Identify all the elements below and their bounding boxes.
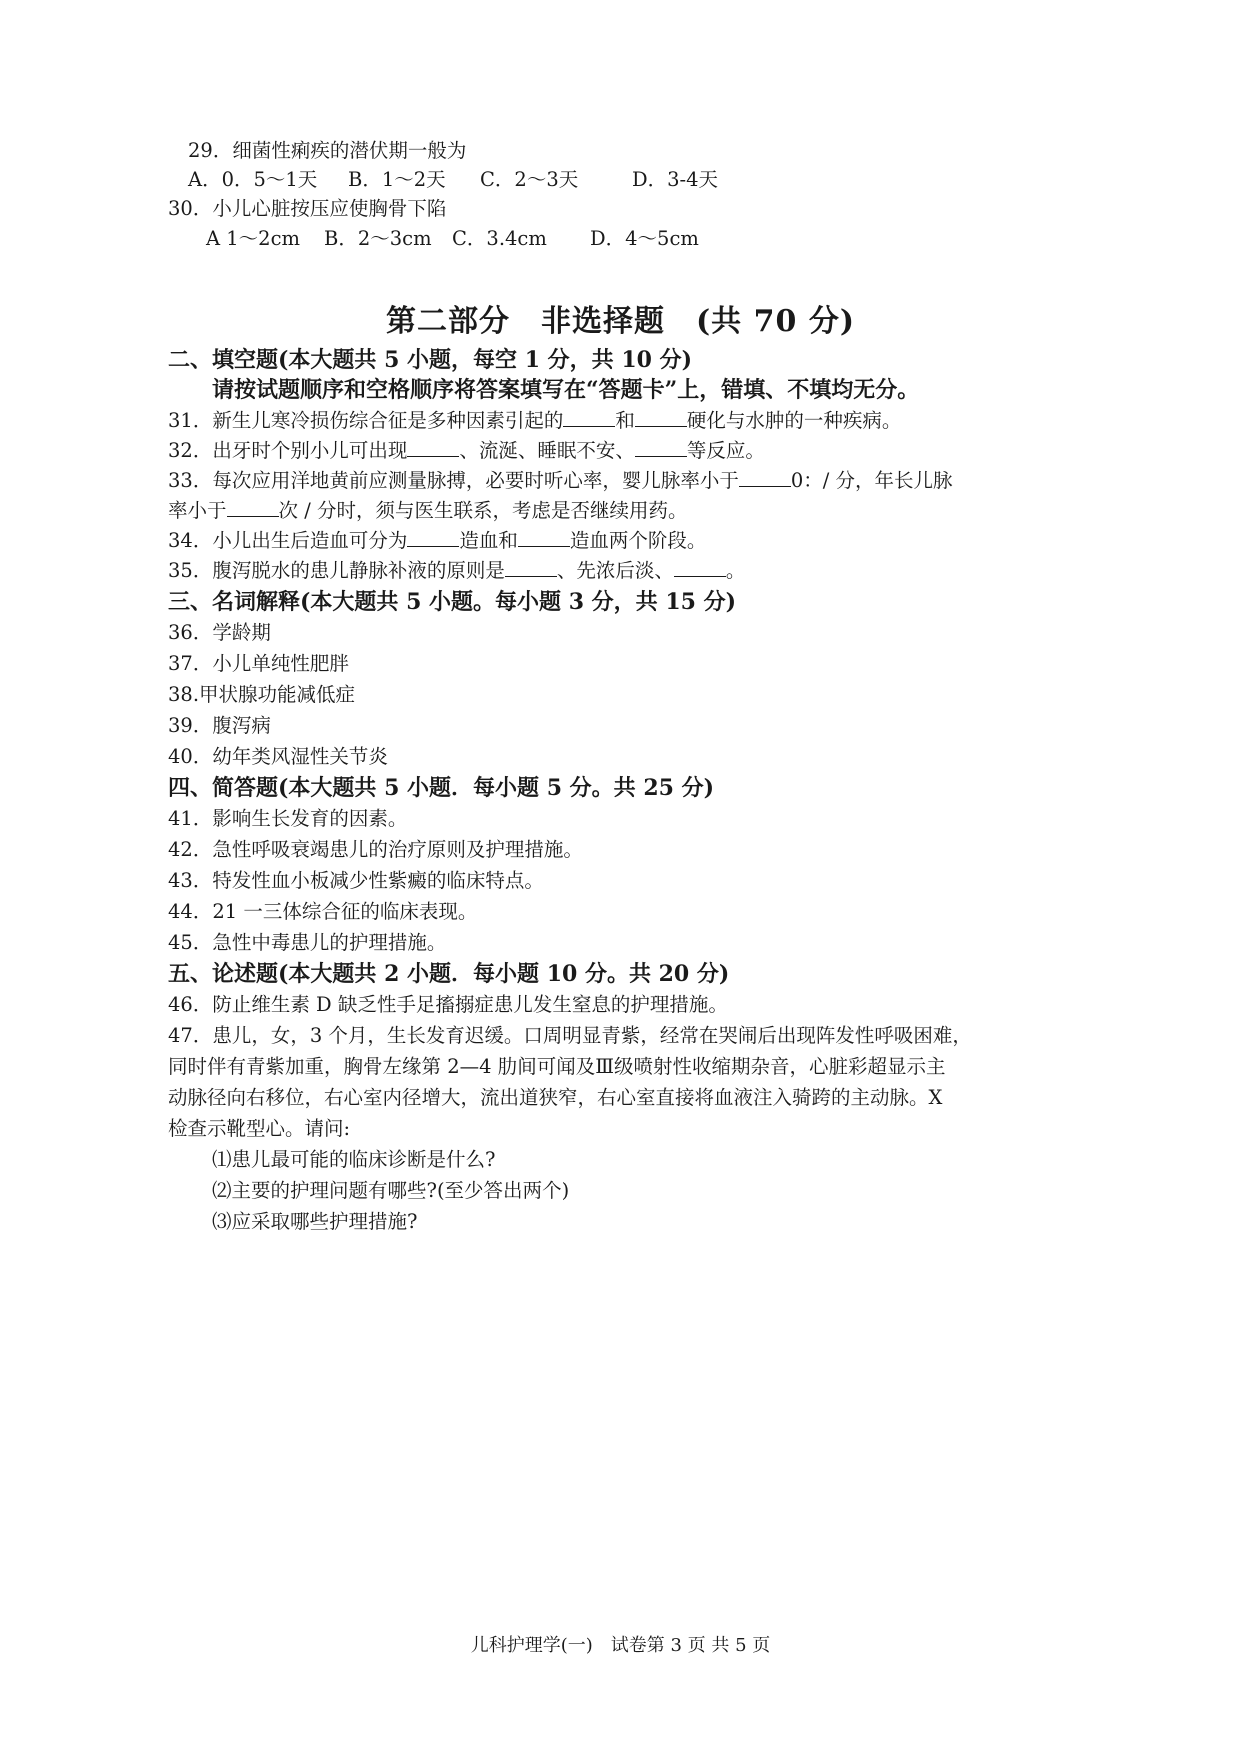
question-47-sub2: ⑵主要的护理问题有哪些?(至少答出两个) — [212, 1179, 570, 1202]
section2-title: 二、填空题(本大题共 5 小题，每空 1 分，共 10 分) — [168, 347, 693, 373]
question-46: 46．防止维生素 D 缺乏性手足搐搦症患儿发生窒息的护理措施。 — [168, 993, 728, 1016]
text: 造血和 — [459, 529, 518, 552]
text: 33．每次应用洋地黄前应测量脉搏，必要时听心率，婴儿脉率小于 — [168, 469, 739, 492]
option-d: D．4～5cm — [590, 227, 699, 250]
text: 35．腹泻脱水的患儿静脉补液的原则是 — [168, 559, 505, 582]
section2-note: 请按试题顺序和空格顺序将答案填写在“答题卡”上，错填、不填均无分。 — [212, 377, 920, 403]
question-38: 38.甲状腺功能减低症 — [168, 683, 356, 706]
page-footer: 儿科护理学(一) 试卷第 3 页 共 5 页 — [470, 1635, 771, 1656]
answer-blank — [635, 438, 687, 457]
text: 0：/ 分，年长儿脉 — [790, 469, 953, 492]
question-32 — [168, 438, 765, 464]
option-b: B．2～3cm — [324, 227, 432, 250]
option-c: C．2～3天 — [480, 168, 579, 191]
question-47-line3: 动脉径向右移位，右心室内径增大，流出道狭窄，右心室直接将血液注入骑跨的主动脉。X — [168, 1086, 943, 1109]
question-40: 40．幼年类风湿性关节炎 — [168, 745, 388, 768]
text: 率小于 — [168, 499, 227, 522]
question-36: 36．学龄期 — [168, 621, 271, 644]
question-29-stem: 29．细菌性痢疾的潜伏期一般为 — [188, 139, 467, 162]
answer-blank — [505, 558, 557, 577]
answer-blank — [563, 408, 615, 427]
question-37: 37．小儿单纯性肥胖 — [168, 652, 349, 675]
answer-blank — [674, 558, 726, 577]
answer-blank — [407, 528, 459, 547]
question-42: 42．急性呼吸衰竭患儿的治疗原则及护理措施。 — [168, 838, 583, 861]
section3-title: 三、名词解释(本大题共 5 小题。每小题 3 分，共 15 分) — [168, 589, 737, 615]
option-a: A．0．5～1天 — [188, 168, 318, 191]
question-47-line4: 检查示靴型心。请问: — [168, 1117, 351, 1140]
option-d: D．3-4天 — [632, 168, 719, 191]
text: 次 / 分时，须与医生联系，考虑是否继续用药。 — [278, 499, 688, 522]
question-34 — [168, 528, 706, 554]
question-30-stem: 30．小儿心脏按压应使胸骨下陷 — [168, 197, 447, 220]
option-a: A 1～2cm — [206, 227, 301, 250]
answer-blank — [227, 498, 279, 517]
question-33-line2 — [168, 498, 687, 524]
section4-title: 四、简答题(本大题共 5 小题．每小题 5 分。共 25 分) — [168, 775, 715, 801]
question-47-line1: 47．患儿，女，3 个月，生长发育迟缓。口周明显青紫，经常在哭闹后出现阵发性呼吸困难， — [168, 1024, 972, 1047]
option-c: C．3.4cm — [452, 227, 547, 250]
text: 32．出牙时个别小儿可出现 — [168, 439, 408, 462]
answer-blank — [635, 408, 687, 427]
question-47-sub1: ⑴患儿最可能的临床诊断是什么? — [212, 1148, 496, 1171]
text: 、流涎、睡眠不安、 — [459, 439, 635, 462]
text: 造血两个阶段。 — [569, 529, 707, 552]
text: 硬化与水肿的一种疾病。 — [686, 409, 902, 432]
part2-title: 第二部分 非选择题 (共 70 分) — [385, 304, 856, 339]
answer-blank — [739, 468, 791, 487]
text: 等反应。 — [686, 439, 765, 462]
text: 。 — [725, 559, 746, 582]
option-b: B．1～2天 — [348, 168, 446, 191]
question-35 — [168, 558, 745, 584]
question-33-line1 — [168, 468, 953, 494]
answer-blank — [407, 438, 459, 457]
question-45: 45．急性中毒患儿的护理措施。 — [168, 931, 447, 954]
text: 和 — [615, 409, 635, 432]
text: 34．小儿出生后造血可分为 — [168, 529, 408, 552]
question-44: 44．21 一三体综合征的临床表现。 — [168, 900, 478, 923]
question-31 — [168, 408, 901, 434]
answer-blank — [518, 528, 570, 547]
question-43: 43．特发性血小板减少性紫癜的临床特点。 — [168, 869, 544, 892]
question-41: 41．影响生长发育的因素。 — [168, 807, 408, 830]
text: 31．新生儿寒冷损伤综合征是多种因素引起的 — [168, 409, 564, 432]
section5-title: 五、论述题(本大题共 2 小题．每小题 10 分。共 20 分) — [168, 961, 730, 987]
question-47-sub3: ⑶应采取哪些护理措施? — [212, 1210, 418, 1233]
question-39: 39．腹泻病 — [168, 714, 271, 737]
text: 、先浓后淡、 — [556, 559, 674, 582]
question-47-line2: 同时伴有青紫加重，胸骨左缘第 2—4 肋间可闻及Ⅲ级喷射性收缩期杂音，心脏彩超显示主 — [168, 1055, 946, 1078]
